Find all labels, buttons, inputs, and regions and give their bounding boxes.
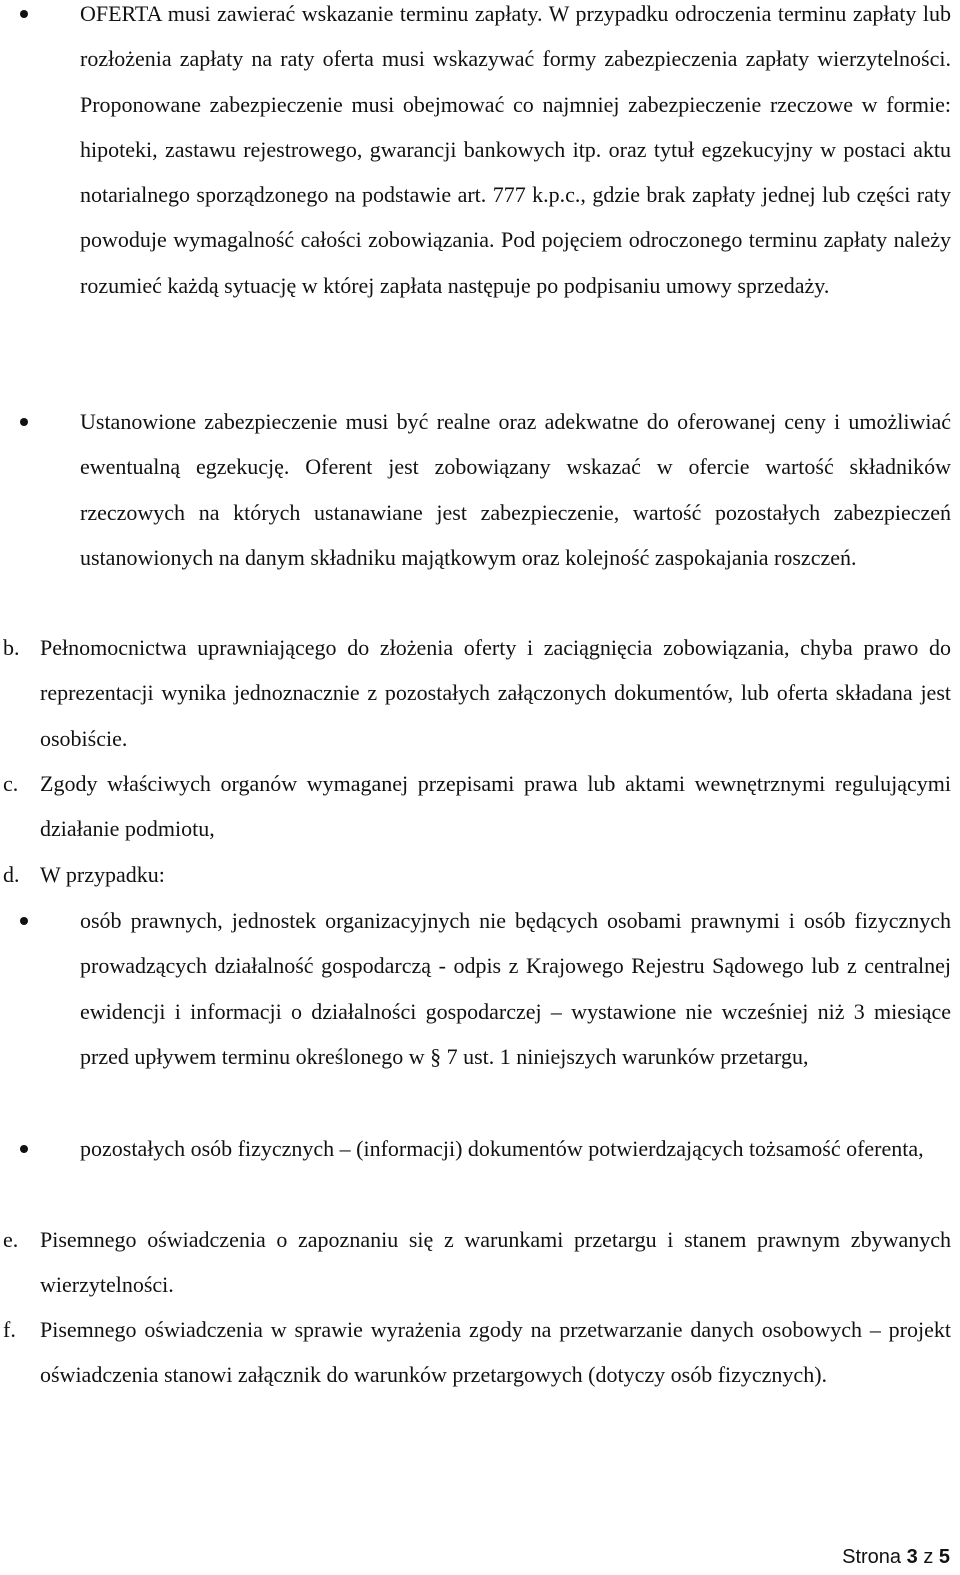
item-marker-d: d. xyxy=(3,862,20,887)
item-marker-e: e. xyxy=(3,1227,19,1252)
bullet-paragraph-payment-terms: OFERTA musi zawierać wskazanie terminu zapłaty. W przypadku odroczenia terminu zapłaty lub rozłożenia zapłaty na raty oferta musi wskazywać formy zabezpieczenia zapłaty wierzytelności. Proponowane zabezpieczenie musi obejmować co najmniej zabezpieczenie rzeczowe w formie: hipoteki, zastawu rejestrowego, gwarancji bankowych itp. oraz tytuł egzekucyjny w postaci aktu notarialnego sporządzonego na podstawie art. 777 k.p.c., gdzie brak zapłaty jednej lub części raty powoduje wymagalność całości zobowiązania. Pod pojęciem odroczonego terminu zapłaty należy rozumieć każdą sytuację w której zapłata następuje po podpisaniu umowy sprzedaży. xyxy=(80,1,951,298)
bullet-paragraph-natural-persons: pozostałych osób fizycznych – (informacji) dokumentów potwierdzających tożsamość oferenta, xyxy=(80,1136,924,1161)
bullet-icon xyxy=(20,418,28,426)
item-text-c: Zgody właściwych organów wymaganej przepisami prawa lub aktami wewnętrznymi regulującymi działanie podmiotu, xyxy=(40,771,951,842)
bullet-paragraph-legal-entities: osób prawnych, jednostek organizacyjnych nie będących osobami prawnymi i osób fizycznych prowadzących działalność gospodarczą - odpis z Krajowego Rejestru Sądowego lub z centralnej ewidencji i informacji o działalności gospodarczej – wystawione nie wcześniej niż 3 miesiące przed upływem terminu określonego w § 7 ust. 1 niniejszych warunków przetargu, xyxy=(80,908,951,1069)
item-text-e: Pisemnego oświadczenia o zapoznaniu się z warunkami przetargu i stanem prawnym zbywanych wierzytelności. xyxy=(40,1227,951,1298)
item-marker-c: c. xyxy=(3,771,19,796)
bullet-icon xyxy=(20,917,28,925)
item-text-f: Pisemnego oświadczenia w sprawie wyrażenia zgody na przetwarzanie danych osobowych – projekt oświadczenia stanowi załącznik do warunków przetargowych (dotyczy osób fizycznych). xyxy=(40,1317,951,1388)
bullet-icon xyxy=(20,10,28,18)
footer-total-pages: 5 xyxy=(938,1546,950,1568)
footer-current-page: 3 xyxy=(906,1546,918,1568)
item-text-d: W przypadku: xyxy=(40,862,165,887)
bullet-paragraph-security: Ustanowione zabezpieczenie musi być realne oraz adekwatne do oferowanej ceny i umożliwiać ewentualną egzekucję. Oferent jest zobowiązany wskazać w ofercie wartość składników rzeczowych na których ustanawiane jest zabezpieczenie, wartość pozostałych zabezpieczeń ustanowionych na danym składniku majątkowym oraz kolejność zaspokajania roszczeń. xyxy=(80,409,951,570)
page-number-footer xyxy=(842,1540,950,1574)
footer-prefix: Strona xyxy=(842,1546,902,1568)
item-text-b: Pełnomocnictwa uprawniającego do złożenia oferty i zaciągnięcia zobowiązania, chyba prawo do reprezentacji wynika jednoznacznie z pozostałych załączonych dokumentów, lub oferta składana jest osobiście. xyxy=(40,635,951,751)
item-marker-b: b. xyxy=(3,635,20,660)
item-marker-f: f. xyxy=(3,1317,16,1342)
bullet-icon xyxy=(20,1145,28,1153)
footer-separator: z xyxy=(923,1546,934,1568)
